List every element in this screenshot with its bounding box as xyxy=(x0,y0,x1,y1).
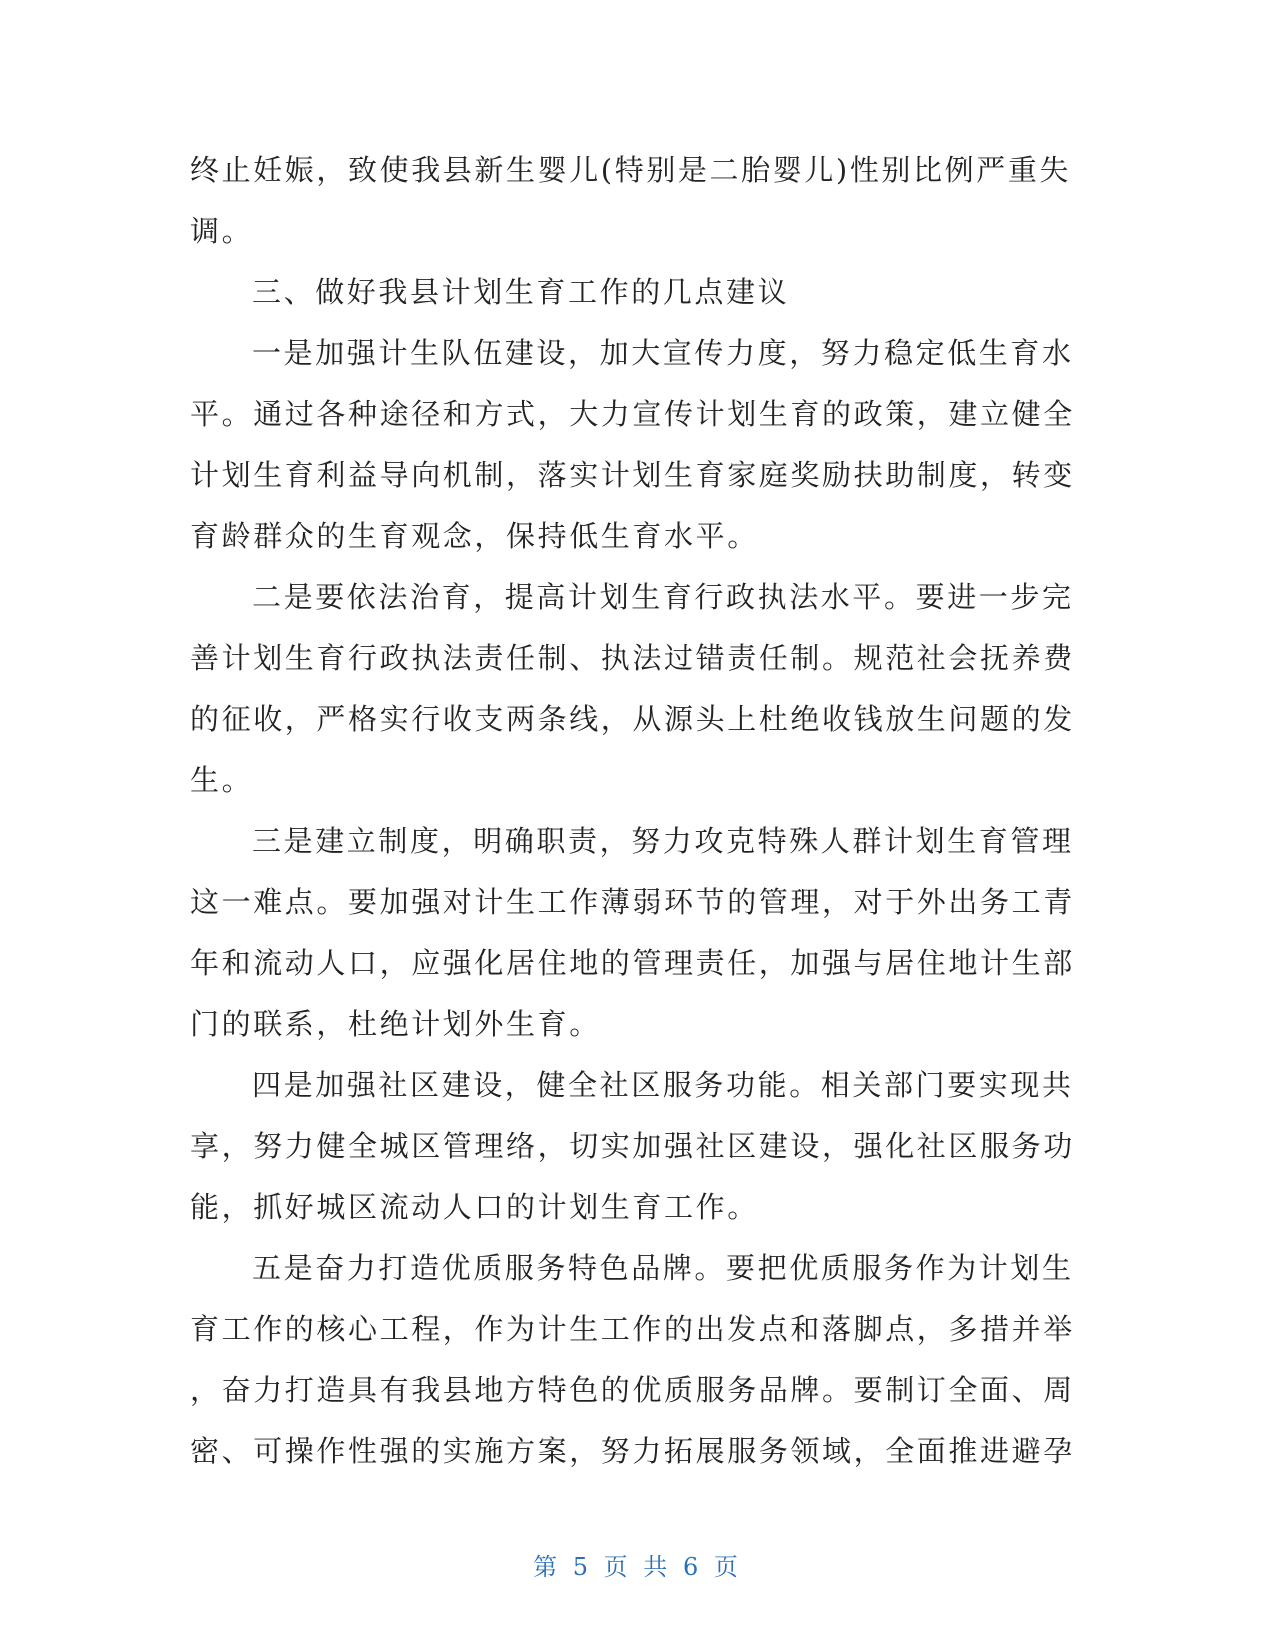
text-line: 二是要依法治育，提高计划生育行政执法水平。要进一步完 xyxy=(252,580,1074,614)
text-line: 年和流动人口，应强化居住地的管理责任，加强与居住地计生部 xyxy=(190,946,1075,980)
text-line: 密、可操作性强的实施方案，努力拓展服务领域，全面推进避孕 xyxy=(190,1434,1075,1468)
text-line: 三是建立制度，明确职责，努力攻克特殊人群计划生育管理 xyxy=(252,824,1074,858)
text-line: 善计划生育行政执法责任制、执法过错责任制。规范社会抚养费 xyxy=(190,641,1075,675)
text-line: 能，抓好城区流动人口的计划生育工作。 xyxy=(190,1190,759,1224)
text-line: 调。 xyxy=(190,214,254,248)
page-footer: 第 5 页 共 6 页 xyxy=(533,1553,742,1581)
text-line: ，奋力打造具有我县地方特色的优质服务品牌。要制订全面、周 xyxy=(190,1373,1075,1407)
text-line: 终止妊娠，致使我县新生婴儿(特别是二胎婴儿)性别比例严重失 xyxy=(190,153,1072,187)
document-body xyxy=(190,140,1075,1482)
text-line: 的征收，严格实行收支两条线，从源头上杜绝收钱放生问题的发 xyxy=(190,702,1075,736)
text-line: 一是加强计生队伍建设，加大宣传力度，努力稳定低生育水 xyxy=(252,336,1074,370)
text-line: 生。 xyxy=(190,763,254,797)
text-line: 育龄群众的生育观念，保持低生育水平。 xyxy=(190,519,759,553)
text-line: 享，努力健全城区管理络，切实加强社区建设，强化社区服务功 xyxy=(190,1129,1075,1163)
text-line: 这一难点。要加强对计生工作薄弱环节的管理，对于外出务工青 xyxy=(190,885,1075,919)
text-line: 平。通过各种途径和方式，大力宣传计划生育的政策，建立健全 xyxy=(190,397,1075,431)
text-line: 三、做好我县计划生育工作的几点建议 xyxy=(252,275,790,309)
text-line: 计划生育利益导向机制，落实计划生育家庭奖励扶助制度，转变 xyxy=(190,458,1075,492)
text-line: 育工作的核心工程，作为计生工作的出发点和落脚点，多措并举 xyxy=(190,1312,1075,1346)
text-line: 四是加强社区建设，健全社区服务功能。相关部门要实现共 xyxy=(252,1068,1074,1102)
text-line: 五是奋力打造优质服务特色品牌。要把优质服务作为计划生 xyxy=(252,1251,1074,1285)
text-line: 门的联系，杜绝计划外生育。 xyxy=(190,1007,601,1041)
